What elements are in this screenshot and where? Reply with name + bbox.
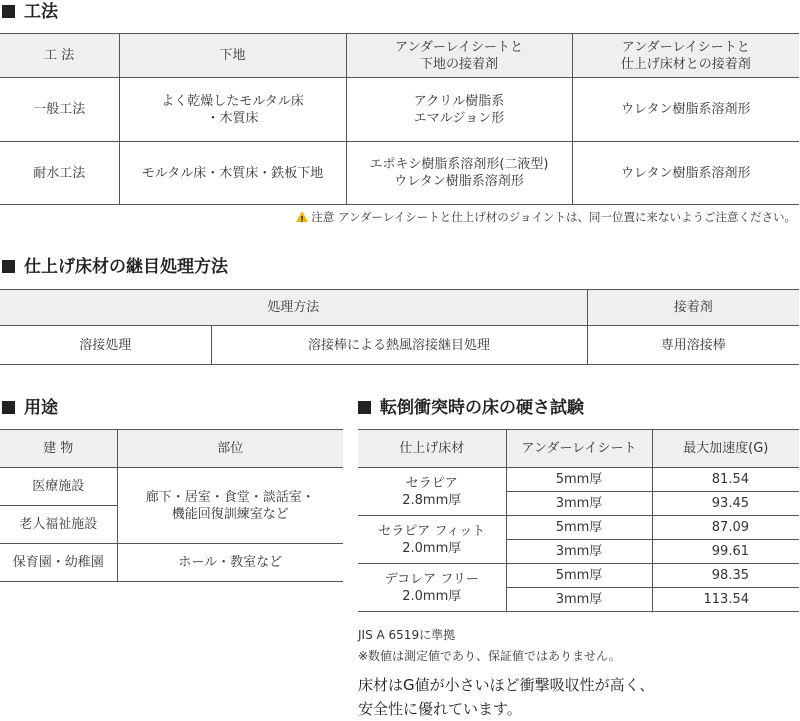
table-cell: モルタル床・木質床・鉄板下地 <box>119 142 346 205</box>
usage-table <box>0 429 343 582</box>
usage-header: 建 物 <box>0 430 117 468</box>
section-title-usage: 用途 <box>2 398 58 418</box>
table-cell: 老人福祉施設 <box>0 506 117 544</box>
table-cell: 一般工法 <box>0 78 119 142</box>
impact-header: 最大加速度(G) <box>652 430 799 468</box>
table-cell: よく乾燥したモルタル床 ・木質床 <box>119 78 346 142</box>
table-cell: アクリル樹脂系 エマルジョン形 <box>346 78 572 142</box>
table-cell: 溶接棒による熱風溶接継目処理 <box>211 326 587 365</box>
disclaimer-note: ※数値は測定値であり、保証値ではありません。 <box>358 649 621 663</box>
table-cell: セラピア 2.8mm厚 <box>358 468 506 516</box>
table-cell: ウレタン樹脂系溶剤形 <box>572 142 799 205</box>
square-bullet-icon <box>2 5 15 18</box>
table-cell: 医療施設 <box>0 468 117 506</box>
caution-note: ! 注意 アンダーレイシートと仕上げ材のジョイントは、同一位置に来ないようご注意ください。 <box>296 209 796 225</box>
table-cell: 廊下・居室・食堂・談話室・ 機能回復訓練室など <box>117 468 343 544</box>
table-cell: 99.61 <box>652 540 799 564</box>
table-row <box>0 544 343 582</box>
construction-header: アンダーレイシートと 下地の接着剤 <box>346 34 572 78</box>
square-bullet-icon <box>2 401 15 414</box>
table-cell: エポキシ樹脂系溶剤形(二液型) ウレタン樹脂系溶剤形 <box>346 142 572 205</box>
construction-header: 工 法 <box>0 34 119 78</box>
table-cell: ホール・教室など <box>117 544 343 582</box>
table-row <box>358 516 799 540</box>
table-cell: 87.09 <box>652 516 799 540</box>
table-cell: セラピア フィット 2.0mm厚 <box>358 516 506 564</box>
section-title-impact: 転倒衝突時の床の硬さ試験 <box>358 398 584 418</box>
construction-header: 下地 <box>119 34 346 78</box>
table-row <box>358 564 799 588</box>
seam-header: 接着剤 <box>587 290 799 326</box>
table-cell: デコレア フリー 2.0mm厚 <box>358 564 506 612</box>
seam-header: 処理方法 <box>0 290 587 326</box>
usage-header: 部位 <box>117 430 343 468</box>
table-cell: 5mm厚 <box>506 564 652 588</box>
table-cell: 3mm厚 <box>506 540 652 564</box>
seam-table <box>0 289 799 365</box>
section-title-seam: 仕上げ床材の継目処理方法 <box>2 257 228 277</box>
table-cell: 3mm厚 <box>506 588 652 612</box>
table-cell: 耐水工法 <box>0 142 119 205</box>
construction-header: アンダーレイシートと 仕上げ床材との接着剤 <box>572 34 799 78</box>
table-cell: 98.35 <box>652 564 799 588</box>
table-cell: 3mm厚 <box>506 492 652 516</box>
impact-table <box>358 429 799 612</box>
section-title-construction: 工法 <box>2 2 58 22</box>
impact-header: 仕上げ床材 <box>358 430 506 468</box>
square-bullet-icon <box>2 260 15 273</box>
table-cell: 保育園・幼稚園 <box>0 544 117 582</box>
table-row <box>358 468 799 492</box>
table-row <box>0 326 799 365</box>
table-cell: 113.54 <box>652 588 799 612</box>
table-cell: 5mm厚 <box>506 516 652 540</box>
table-cell: 81.54 <box>652 468 799 492</box>
impact-header: アンダーレイシート <box>506 430 652 468</box>
table-row <box>0 468 343 506</box>
table-row <box>0 78 799 142</box>
table-cell: 5mm厚 <box>506 468 652 492</box>
table-row <box>0 142 799 205</box>
table-cell: 93.45 <box>652 492 799 516</box>
square-bullet-icon <box>358 401 371 414</box>
table-cell: 専用溶接棒 <box>587 326 799 365</box>
table-cell: ウレタン樹脂系溶剤形 <box>572 78 799 142</box>
warning-icon: ! <box>296 211 308 222</box>
standard-note: JIS A 6519に準拠 <box>358 628 456 642</box>
table-cell: 溶接処理 <box>0 326 211 365</box>
construction-table <box>0 33 799 205</box>
summary-text: 床材はG値が小さいほど衝撃吸収性が高く、 安全性に優れています。 <box>358 676 655 718</box>
